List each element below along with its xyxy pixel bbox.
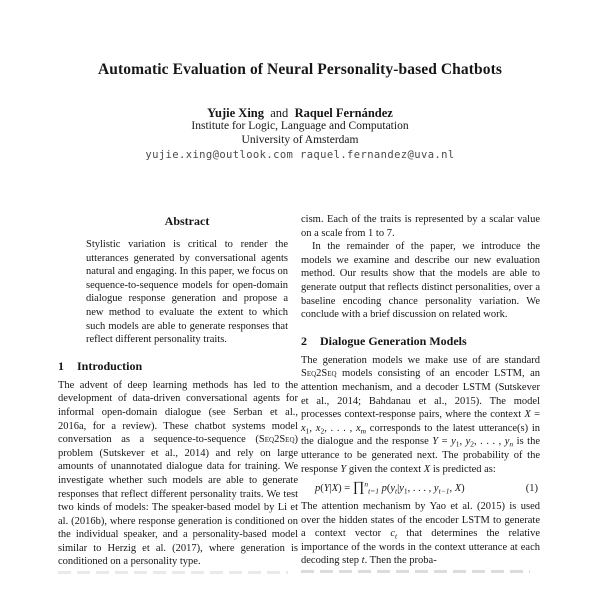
affiliation-institute: Institute for Logic, Language and Computation: [191, 120, 409, 132]
section-2-number: 2: [301, 333, 307, 348]
introduction-paragraph: The advent of deep learning methods has led to the development of data-driven conversational agents for informal open-domain dialogue (see Serban et al., 2016a, for a review). These chatbot systems model conversation as a sequence-to-sequence (Seq2Seq) problem (Sutskever et al., 2014) and rely on large amounts of unannotated dialogue data for training. We investigate whether such models are able to generate responses that reflect different personality traits. We test two kinds of models: The speaker-based model by Li et al. (2016b), where response generation is conditioned on the individual speaker, and a personality-based model similar to Herzig et al. (2017), where generation is conditioned on a personality type.: [58, 379, 298, 568]
paper-header: [0, 0, 600, 162]
section-1-number: 1: [58, 358, 64, 373]
clipped-text-line: [58, 571, 288, 574]
abstract-section: [58, 214, 298, 347]
abstract-heading: Abstract: [164, 214, 210, 228]
equation-number: (1): [525, 483, 538, 495]
paper-title: Automatic Evaluation of Neural Personality-based Chatbots: [98, 61, 502, 78]
continued-paragraph: cism. Each of the traits is represented by a scalar value on a scale from 1 to 7.: [301, 214, 540, 239]
right-column: [301, 213, 540, 600]
models-paragraph: The generation models we make use of are standard Seq2Seq models consisting of an encoder LSTM, an attention mechanism, and a decoder LSTM (Sutskever et al., 2014; Bahdanau et al., 2015). The model processes context-response pairs, where the context $X = x_1$, $x_2$, . . . , $x_m$ corresponds to the latest utterance(s) in the dialogue and the response $Y = y_1$, $y_2$, . . . , $y_n$ is the utterance to be generated next. The probability of the response Y given the context X is predicted as:: [301, 354, 540, 475]
abstract-text: Stylistic variation is critical to render the utterances generated by conversational agents natural and engaging. In this paper, we focus on sequence-to-sequence models for open-domain dialogue response generation and propose a new method to evaluate the extent to which such models are able to generate responses that reflect different personality traits.: [86, 239, 288, 346]
section-2-title: Dialogue Generation Models: [320, 333, 467, 348]
equation-body: p(Y|X) = ∏$^n_{t=1}$ $p(y_t|y_1$, . . . , $y_{t-1}$, X): [315, 479, 465, 496]
section-1-title: Introduction: [77, 358, 143, 373]
left-column: [58, 213, 298, 600]
equation-1: [301, 481, 540, 496]
overview-paragraph: In the remainder of the paper, we introduce the models we examine and describe our new evaluation method. Our results show that the models are able to generate output that reflects distinct personalities, over a baseline encoding chance personality variation. We conclude with a brief discussion on related work.: [301, 241, 540, 321]
author-emails: yujie.xing@outlook.com raquel.fernandez@uva.nl: [145, 149, 455, 161]
authors-line: Yujie Xing and Raquel Fernández: [207, 106, 393, 120]
section-2-heading: [301, 334, 540, 348]
clipped-text-line: [301, 570, 530, 573]
affiliation-university: University of Amsterdam: [241, 133, 359, 146]
section-1-heading: [58, 359, 298, 373]
attention-paragraph: The attention mechanism by Yao et al. (2015) is used over the hidden states of the encoder LSTM to generate a context vector $c_t$ that determines the relative importance of the words in the context utterance at each decoding step t. Then the proba-: [301, 501, 540, 567]
